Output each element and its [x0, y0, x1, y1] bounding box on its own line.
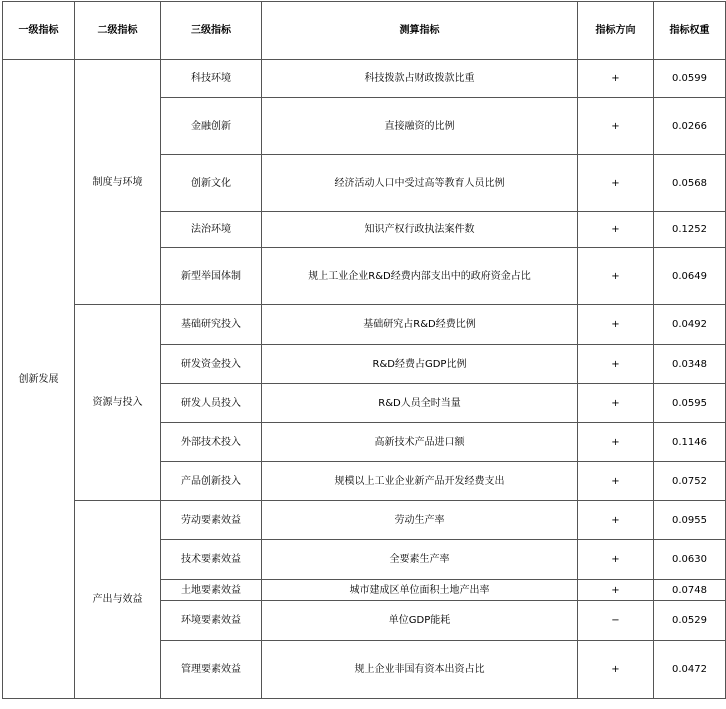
level3-cell: 外部技术投入 [161, 423, 262, 462]
measure-cell: 知识产权行政执法案件数 [262, 212, 578, 248]
weight-cell: 0.0472 [654, 641, 726, 699]
header-direction: 指标方向 [578, 2, 654, 60]
measure-cell: 规模以上工业企业新产品开发经费支出 [262, 462, 578, 501]
measure-cell: 城市建成区单位面积土地产出率 [262, 580, 578, 601]
level1-cell: 创新发展 [3, 60, 75, 699]
level2-cell: 资源与投入 [75, 305, 161, 501]
weight-cell: 0.0752 [654, 462, 726, 501]
direction-cell: + [578, 501, 654, 540]
level3-cell: 管理要素效益 [161, 641, 262, 699]
direction-cell: + [578, 580, 654, 601]
direction-cell: + [578, 462, 654, 501]
header-weight: 指标权重 [654, 2, 726, 60]
weight-cell: 0.0630 [654, 540, 726, 580]
direction-cell: + [578, 423, 654, 462]
weight-cell: 0.1252 [654, 212, 726, 248]
measure-cell: 全要素生产率 [262, 540, 578, 580]
weight-cell: 0.0599 [654, 60, 726, 98]
header-level1: 一级指标 [3, 2, 75, 60]
direction-cell: + [578, 98, 654, 155]
measure-cell: 经济活动人口中受过高等教育人员比例 [262, 155, 578, 212]
weight-cell: 0.0955 [654, 501, 726, 540]
measure-cell: 直接融资的比例 [262, 98, 578, 155]
weight-cell: 0.0266 [654, 98, 726, 155]
measure-cell: 规上企业非国有资本出资占比 [262, 641, 578, 699]
level3-cell: 土地要素效益 [161, 580, 262, 601]
weight-cell: 0.0348 [654, 345, 726, 384]
weight-cell: 0.0595 [654, 384, 726, 423]
level3-cell: 环境要素效益 [161, 601, 262, 641]
level3-cell: 基础研究投入 [161, 305, 262, 345]
weight-cell: 0.0748 [654, 580, 726, 601]
level3-cell: 技术要素效益 [161, 540, 262, 580]
header-level3: 三级指标 [161, 2, 262, 60]
direction-cell: + [578, 60, 654, 98]
measure-cell: 科技拨款占财政拨款比重 [262, 60, 578, 98]
weight-cell: 0.0568 [654, 155, 726, 212]
level3-cell: 产品创新投入 [161, 462, 262, 501]
level3-cell: 新型举国体制 [161, 248, 262, 305]
indicator-table [2, 1, 726, 699]
direction-cell: + [578, 384, 654, 423]
level2-cell: 制度与环境 [75, 60, 161, 305]
weight-cell: 0.0649 [654, 248, 726, 305]
level3-cell: 研发资金投入 [161, 345, 262, 384]
measure-cell: 基础研究占R&D经费比例 [262, 305, 578, 345]
direction-cell: + [578, 345, 654, 384]
header-row [3, 2, 726, 60]
header-measure: 测算指标 [262, 2, 578, 60]
level3-cell: 科技环境 [161, 60, 262, 98]
header-level2: 二级指标 [75, 2, 161, 60]
direction-cell: − [578, 601, 654, 641]
level2-cell: 产出与效益 [75, 501, 161, 699]
measure-cell: 单位GDP能耗 [262, 601, 578, 641]
direction-cell: + [578, 540, 654, 580]
level3-cell: 研发人员投入 [161, 384, 262, 423]
measure-cell: R&D人员全时当量 [262, 384, 578, 423]
weight-cell: 0.0492 [654, 305, 726, 345]
measure-cell: 劳动生产率 [262, 501, 578, 540]
table-row [3, 60, 726, 98]
measure-cell: 规上工业企业R&D经费内部支出中的政府资金占比 [262, 248, 578, 305]
measure-cell: 高新技术产品进口额 [262, 423, 578, 462]
level3-cell: 劳动要素效益 [161, 501, 262, 540]
weight-cell: 0.0529 [654, 601, 726, 641]
direction-cell: + [578, 248, 654, 305]
direction-cell: + [578, 212, 654, 248]
direction-cell: + [578, 641, 654, 699]
table-row [3, 501, 726, 540]
measure-cell: R&D经费占GDP比例 [262, 345, 578, 384]
weight-cell: 0.1146 [654, 423, 726, 462]
direction-cell: + [578, 305, 654, 345]
level3-cell: 法治环境 [161, 212, 262, 248]
direction-cell: + [578, 155, 654, 212]
level3-cell: 金融创新 [161, 98, 262, 155]
level3-cell: 创新文化 [161, 155, 262, 212]
table-row [3, 305, 726, 345]
